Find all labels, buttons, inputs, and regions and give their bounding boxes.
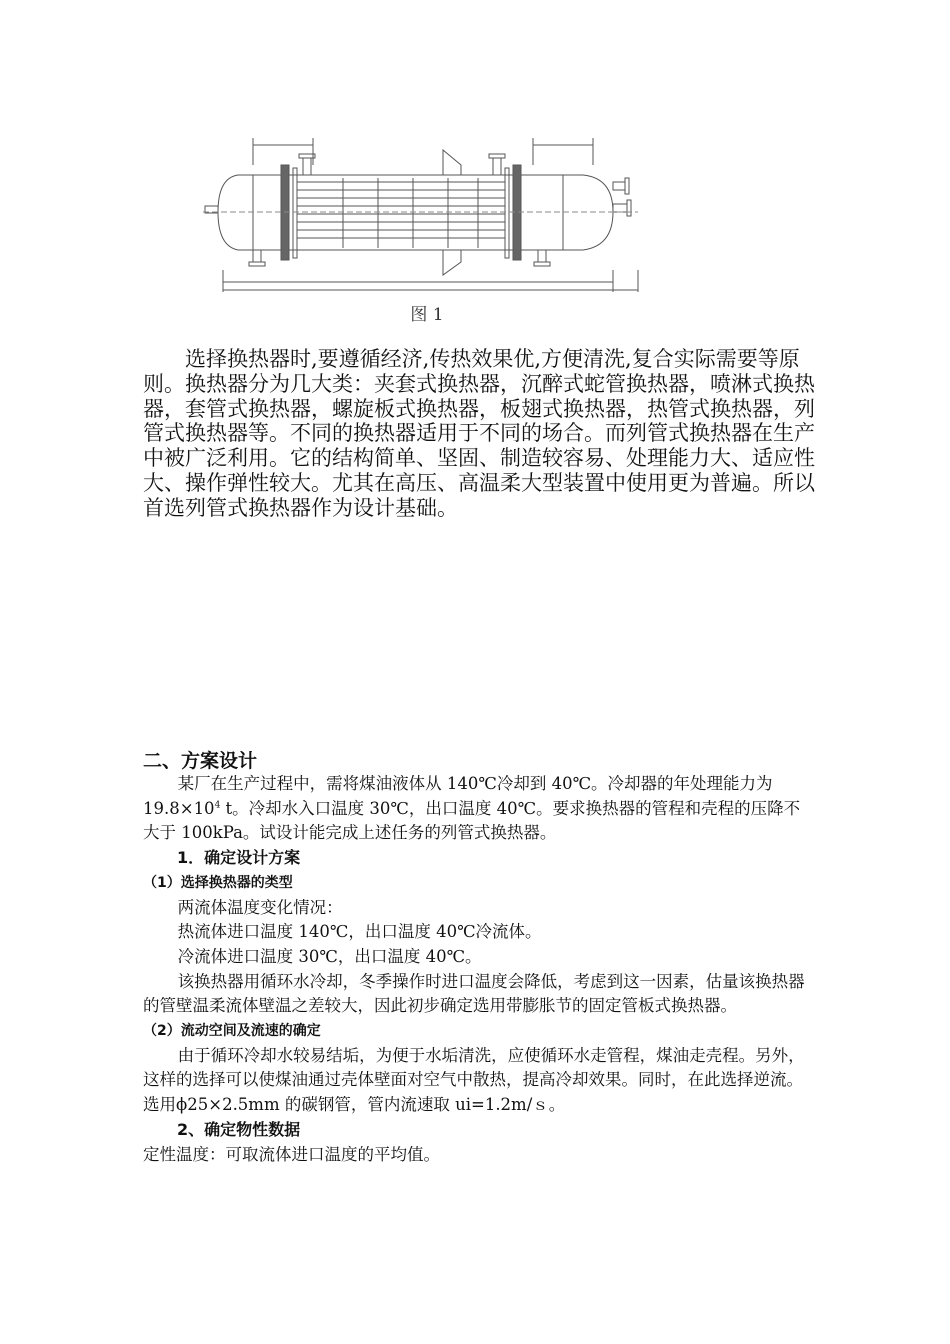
figure-caption: 图 1 <box>410 305 444 325</box>
heat-exchanger-drawing <box>193 120 661 300</box>
heat-exchanger-figure <box>193 120 661 332</box>
type-paragraph: 该换热器用循环水冷却，冬季操作时进口温度会降低，考虑到这一因素，估量该换热器的管壁温柔流体壁温之差较大，因此初步确定选用带膨胀节的固定管板式换热器。 <box>143 971 805 1016</box>
heading-exchanger-type: （1）选择换热器的类型 <box>143 874 293 891</box>
heading-physical-properties: 2、确定物性数据 <box>177 1119 301 1139</box>
temp-change-line: 两流体温度变化情况： <box>177 897 343 917</box>
task-exponent: 4 <box>214 800 221 811</box>
heading-flow-space: （2）流动空间及流速的确定 <box>143 1023 321 1040</box>
intro-paragraph: 选择换热器时,要遵循经济,传热效果优,方便清洗,复合实际需要等原则。换热器分为几大类：夹套式换热器，沉醉式蛇管换热器，喷淋式换热器，套管式换热器，螺旋板式换热器，板翅式换热器，热管式换热器，列管式换热器等。不同的换热器适用于不同的场合。而列管式换热器在生产中被广泛利用。它的结构简单、坚固、制造较容易、处理能力大、适应性大、操作弹性较大。尤其在高压、高温柔大型装置中使用更为普遍。所以首选列管式换热器作为设计基础。 <box>143 347 815 520</box>
flow-paragraph: 由于循环冷却水较易结垢，为便于水垢清洗，应使循环水走管程，煤油走壳程。另外，这样的选择可以使煤油通过壳体壁面对空气中散热，提高冷却效果。同时，在此选择逆流。选用ϕ25×2.5mm 的碳钢管，管内流速取 ui=1.2m/ｓ。 <box>143 1045 805 1115</box>
heading-design-plan: 1．确定设计方案 <box>177 848 301 868</box>
section-body <box>143 772 815 1167</box>
task-text-b: t。冷却水入口温度 30℃，出口温度 40℃。要求换热器的管程和壳程的压降不大于 100kPa。试设计能完成上述任务的列管式换热器。 <box>143 798 801 843</box>
task-text-a: 某厂在生产过程中，需将煤油液体从 140℃冷却到 40℃。冷却器的年处理能力为 19.8×10 <box>143 774 773 818</box>
properties-paragraph: 定性温度：可取流体进口温度的平均值。 <box>143 1144 440 1164</box>
intro-section <box>143 347 823 521</box>
cold-fluid-line: 冷流体进口温度 30℃，出口温度 40℃。 <box>177 946 482 966</box>
hot-fluid-line: 热流体进口温度 140℃，出口温度 40℃冷流体。 <box>177 922 542 942</box>
section-title: 二、方案设计 <box>143 750 258 772</box>
task-paragraph <box>143 772 815 846</box>
